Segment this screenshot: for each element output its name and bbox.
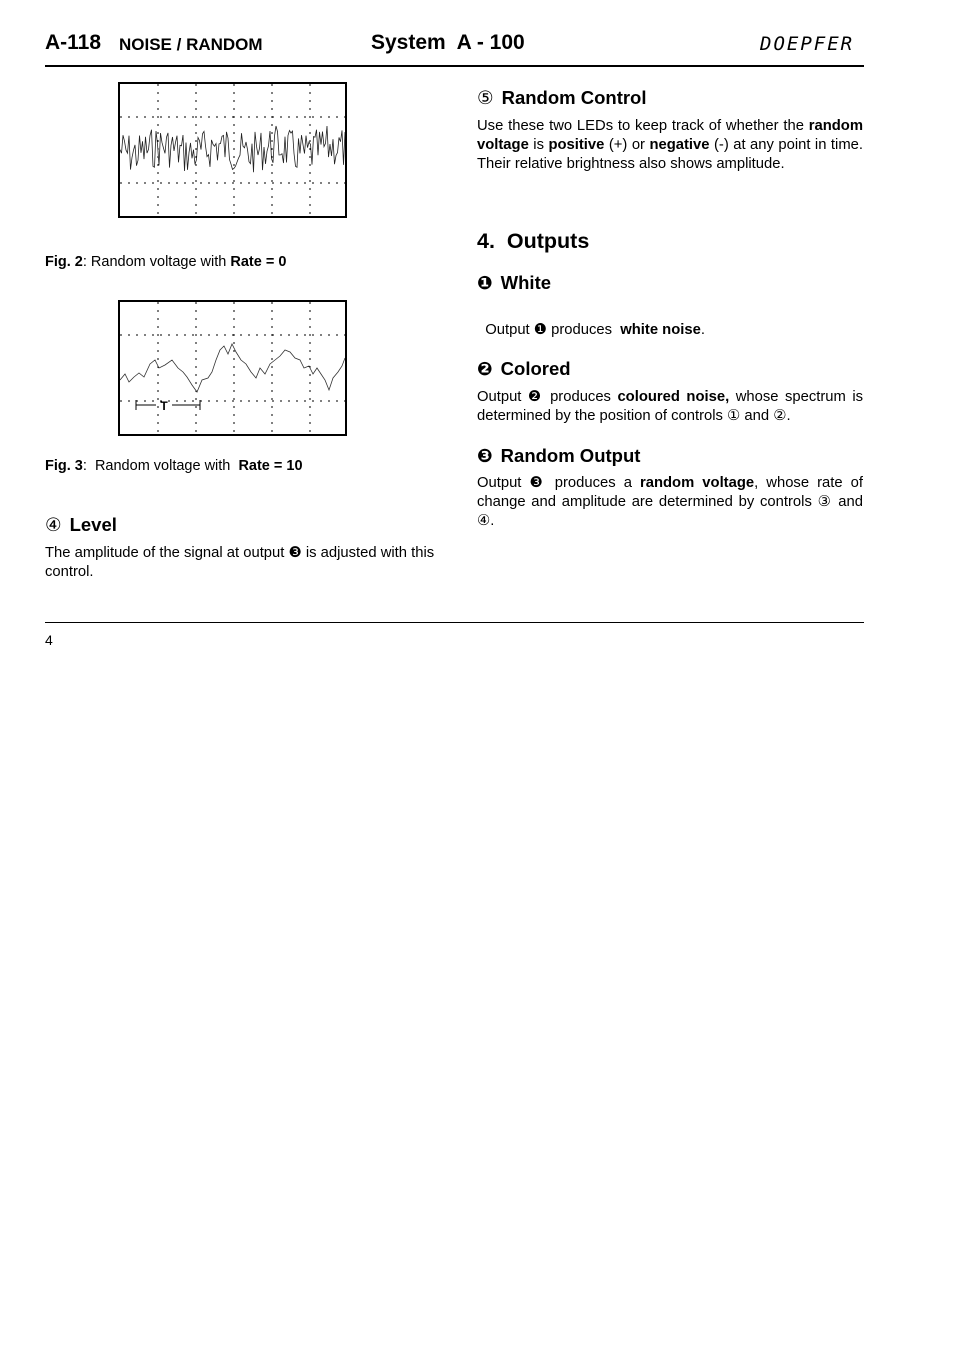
fig2-waveform: [120, 84, 345, 216]
random-control-description: Use these two LEDs to keep track of whether the random voltage is positive (+) or negative (-) at any point in time. Their relative brightness also shows amplitude.: [477, 118, 863, 172]
random-output-description: Output ❸ produces a random voltage, whose rate of change and amplitude are determined by controls ③ and ④.: [477, 475, 864, 529]
fig2-caption: Fig. 2: Random voltage with Rate = 0: [45, 254, 287, 270]
output-3-icon: ❸: [288, 545, 302, 561]
output-2-icon: ❷: [527, 389, 544, 405]
level-heading: ④ Level: [45, 514, 117, 535]
brand-logo: DOEPFER: [760, 33, 855, 55]
white-description: Output ❶ produces white noise.: [485, 322, 705, 338]
output-3-icon: ❸: [529, 475, 547, 491]
page-number: 4: [45, 632, 53, 648]
output-3-icon: ❸: [477, 445, 493, 466]
fig2-scope-image: [118, 82, 347, 218]
random-output-heading: ❸ Random Output: [477, 445, 641, 466]
colored-heading: ❷ Colored: [477, 358, 571, 379]
colored-description: Output ❷ produces coloured noise, whose spectrum is determined by the position of controls ① and ②.: [477, 389, 864, 424]
random-control-heading: ⑤ Random Control: [477, 87, 647, 108]
header-divider: [45, 65, 864, 67]
fig3-caption: Fig. 3: Random voltage with Rate = 10: [45, 458, 303, 474]
system-title: System A - 100: [371, 31, 525, 54]
output-1-icon: ❶: [477, 272, 493, 293]
fig3-period-marker: T: [160, 399, 168, 413]
white-heading: ❶ White: [477, 272, 552, 293]
output-2-icon: ❷: [477, 358, 493, 379]
module-name: NOISE / RANDOM: [119, 35, 263, 54]
output-1-icon: ❶: [533, 322, 548, 338]
fig3-scope-image: [118, 300, 347, 436]
level-description: The amplitude of the signal at output ❸ is adjusted with this control.: [45, 545, 435, 580]
module-number: A-118: [45, 31, 102, 54]
footer-divider: [45, 622, 864, 623]
fig3-waveform: [120, 302, 345, 434]
outputs-heading: 4. Outputs: [477, 229, 590, 253]
